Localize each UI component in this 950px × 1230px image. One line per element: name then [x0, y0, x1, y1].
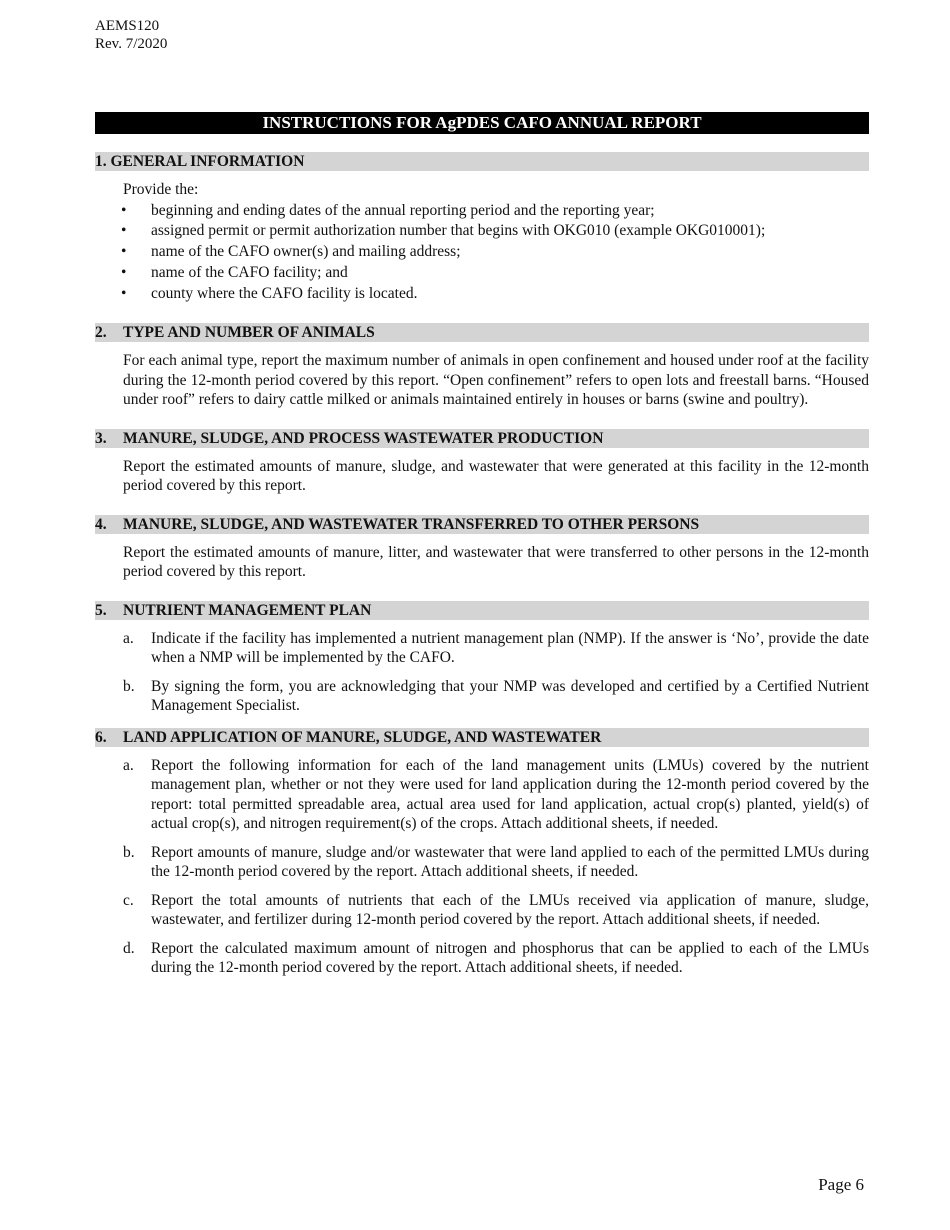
land-application-list [123, 756, 869, 978]
section-2-heading [95, 323, 869, 342]
section-2-body [123, 351, 869, 410]
section-5-heading [95, 601, 869, 620]
list-item [123, 891, 869, 930]
section-title: NUTRIENT MANAGEMENT PLAN [123, 601, 372, 619]
general-info-list [95, 201, 869, 305]
item-letter: b. [123, 843, 135, 861]
section-number: 3. [95, 429, 107, 447]
section-3-body [123, 457, 869, 496]
section-number: 4. [95, 515, 107, 533]
section-title: GENERAL INFORMATION [110, 153, 305, 170]
section-title: TYPE AND NUMBER OF ANIMALS [123, 324, 375, 342]
list-item [123, 756, 869, 834]
item-letter: b. [123, 677, 135, 695]
section-3-heading [95, 429, 869, 448]
page-title: INSTRUCTIONS FOR AgPDES CAFO ANNUAL REPORT [95, 112, 869, 134]
list-item [123, 843, 869, 882]
nmp-list [123, 629, 869, 716]
bullet-icon: • [121, 201, 127, 219]
list-item [123, 677, 869, 716]
section-intro: Provide the: [123, 181, 199, 198]
item-text: Indicate if the facility has implemented a nutrient management plan (NMP). If the answer is ‘No’, provide the date when a NMP will be implemented by the CAFO. [151, 629, 869, 667]
list-item [95, 284, 869, 305]
item-letter: a. [123, 629, 134, 647]
bullet-icon: • [121, 284, 127, 302]
item-text: Report the calculated maximum amount of nitrogen and phosphorus that can be applied to each of the LMUs during the 12-month period covered by the report. Attach additional sheets, if needed. [151, 939, 869, 977]
section-title: MANURE, SLUDGE, AND WASTEWATER TRANSFERRED TO OTHER PERSONS [123, 515, 700, 533]
list-item-text: beginning and ending dates of the annual reporting period and the reporting year; [151, 201, 655, 219]
revision-date: Rev. 7/2020 [95, 36, 168, 52]
section-number: 6. [95, 728, 107, 746]
item-letter: c. [123, 891, 134, 909]
section-number: 1. [95, 153, 107, 170]
bullet-icon: • [121, 263, 127, 281]
list-item [95, 263, 869, 284]
item-text: Report the following information for each of the land management units (LMUs) covered by the nutrient management plan, whether or not they were used for land application during the 12-month period covered by the report: total permitted spreadable area, actual area used for land application, actual crop(s) planted, yield(s) of actual crop(s), and nitrogen requirement(s) of the crops. Attach additional sheets, if needed. [151, 756, 869, 833]
section-text: For each animal type, report the maximum number of animals in open confinement and housed under roof at the facility during the 12-month period covered by this report. “Open confinement” refers to open lots and freestall barns. “Housed under roof” refers to dairy cattle milked or animals maintained entirely in houses or barns (swine and poultry). [123, 352, 869, 409]
item-letter: a. [123, 756, 134, 774]
list-item-text: name of the CAFO facility; and [151, 263, 348, 281]
list-item [95, 201, 869, 222]
instructions-content [95, 152, 869, 987]
section-number: 2. [95, 324, 107, 342]
list-item-text: county where the CAFO facility is located. [151, 284, 418, 302]
section-title: LAND APPLICATION OF MANURE, SLUDGE, AND WASTEWATER [123, 728, 602, 746]
section-4-heading [95, 515, 869, 534]
form-id: AEMS120 [95, 18, 160, 34]
item-letter: d. [123, 939, 135, 957]
list-item [123, 939, 869, 978]
section-number: 5. [95, 601, 107, 619]
section-1-body [123, 180, 869, 304]
list-item-text: assigned permit or permit authorization number that begins with OKG010 (example OKG010001); [151, 222, 766, 240]
document-header [95, 17, 167, 53]
section-1-heading [95, 152, 869, 171]
section-text: Report the estimated amounts of manure, sludge, and wastewater that were generated at this facility in the 12-month period covered by this report. [123, 457, 869, 495]
page-number: Page 6 [818, 1175, 864, 1194]
list-item [95, 242, 869, 263]
bullet-icon: • [121, 222, 127, 240]
list-item-text: name of the CAFO owner(s) and mailing address; [151, 243, 461, 261]
item-text: By signing the form, you are acknowledging that your NMP was developed and certified by a Certified Nutrient Management Specialist. [151, 677, 869, 715]
section-4-body [123, 543, 869, 582]
bullet-icon: • [121, 243, 127, 261]
item-text: Report the total amounts of nutrients that each of the LMUs received via application of manure, sludge, wastewater, and fertilizer during 12-month period covered by the report. Attach additional sheets, if needed. [151, 891, 869, 929]
section-text: Report the estimated amounts of manure, litter, and wastewater that were transferred to other persons in the 12-month period covered by this report. [123, 543, 869, 581]
list-item [95, 221, 869, 242]
section-6-body [123, 756, 869, 978]
section-title: MANURE, SLUDGE, AND PROCESS WASTEWATER PRODUCTION [123, 429, 604, 447]
section-6-heading [95, 728, 869, 747]
item-text: Report amounts of manure, sludge and/or wastewater that were land applied to each of the permitted LMUs during the 12-month period covered by the report. Attach additional sheets, if needed. [151, 843, 869, 881]
list-item [123, 629, 869, 668]
section-5-body [123, 629, 869, 716]
